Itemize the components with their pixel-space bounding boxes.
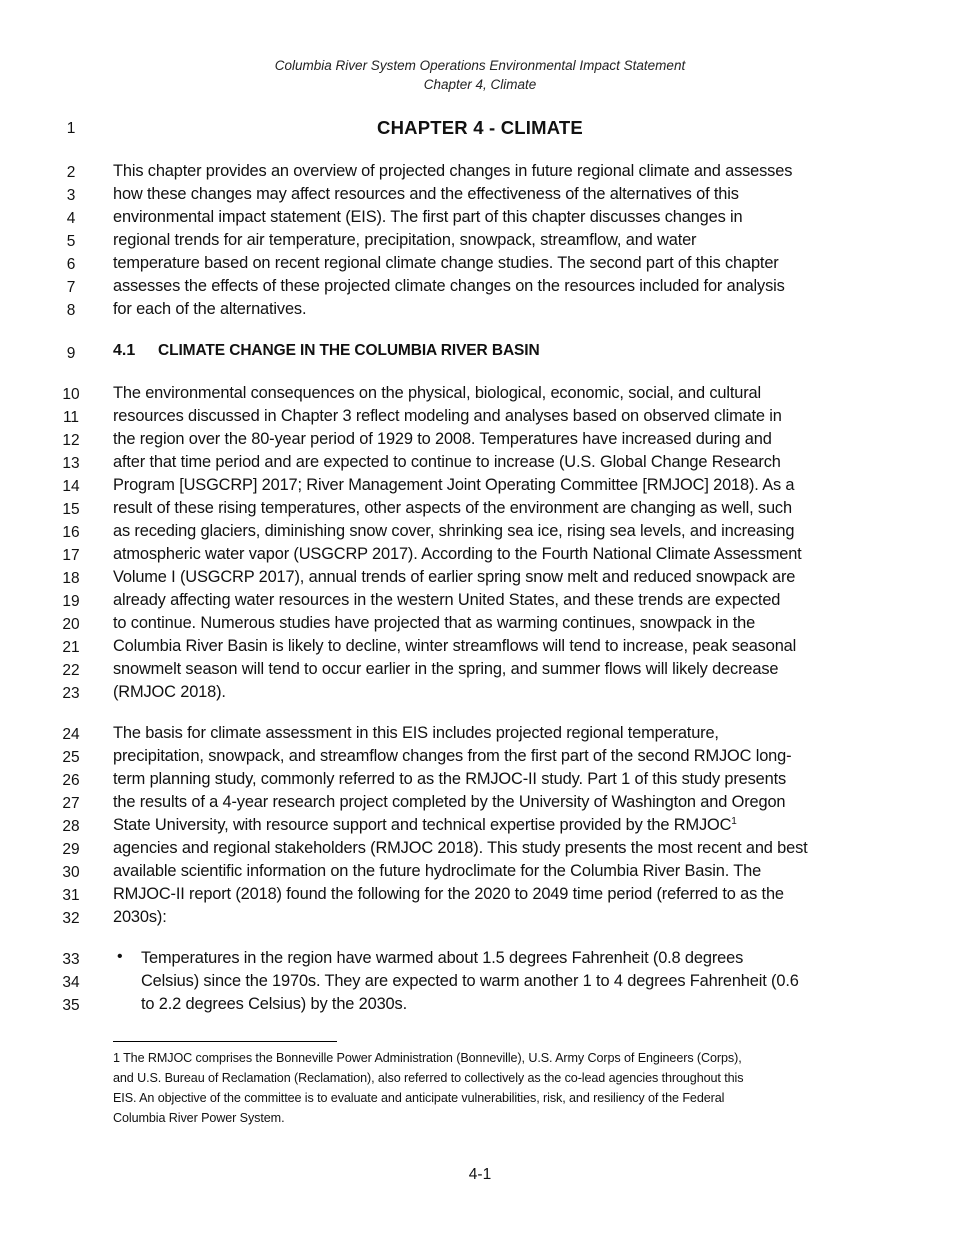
line-number: 20 [62, 616, 80, 633]
text-line: to continue. Numerous studies have projected that as warming continues, snowpack in the [113, 614, 756, 632]
line-number: 6 [66, 256, 76, 273]
text-line: The environmental consequences on the physical, biological, economic, social, and cultural [113, 384, 761, 402]
text-line: snowmelt season will tend to occur earlier in the spring, and summer flows will likely decrease [113, 660, 779, 678]
text-line: available scientific information on the future hydroclimate for the Columbia River Basin. The [113, 862, 762, 880]
page-number: 4-1 [468, 1166, 492, 1183]
text-line: already affecting water resources in the western United States, and these trends are expected [113, 591, 781, 609]
bullet-point: • [117, 948, 123, 965]
text-line: RMJOC-II report (2018) found the following for the 2020 to 2049 time period (referred to as the [113, 885, 784, 903]
line-number: 32 [62, 910, 80, 927]
line-number: 21 [62, 639, 80, 656]
text-line: 2030s): [113, 908, 167, 926]
text-line: State University, with resource support and technical expertise provided by the RMJOC$^1$ [113, 816, 737, 834]
line-number: 24 [62, 726, 80, 743]
line-number: 4 [66, 210, 76, 227]
line-number: 2 [66, 164, 76, 181]
line-number: 7 [66, 279, 76, 296]
footnote-line: and U.S. Bureau of Reclamation (Reclamation), also referred to collectively as the co-lead agencies throughout this [113, 1071, 744, 1085]
text-line: This chapter provides an overview of projected changes in future regional climate and assesses [113, 162, 793, 180]
footnote-line: 1 The RMJOC comprises the Bonneville Power Administration (Bonneville), U.S. Army Corps of Engineers (Corps), [113, 1051, 742, 1065]
line-number: 31 [62, 887, 80, 904]
text-line: for each of the alternatives. [113, 300, 307, 318]
text-line: to 2.2 degrees Celsius) by the 2030s. [141, 995, 407, 1013]
footnote-line: EIS. An objective of the committee is to evaluate and anticipate vulnerabilities, risk, and resiliency of the Federal [113, 1091, 725, 1105]
line-number: 35 [62, 997, 80, 1014]
line-number: 8 [66, 302, 76, 319]
text-line: after that time period and are expected to continue to increase (U.S. Global Change Research [113, 453, 781, 471]
text-line: precipitation, snowpack, and streamflow changes from the first part of the second RMJOC long- [113, 747, 792, 765]
text-line: Volume I (USGCRP 2017), annual trends of earlier spring snow melt and reduced snowpack are [113, 568, 796, 586]
line-number: 9 [66, 345, 76, 362]
footnote-separator [113, 1041, 337, 1042]
line-number: 23 [62, 685, 80, 702]
line-number: 10 [62, 386, 80, 403]
text-line: Temperatures in the region have warmed about 1.5 degrees Fahrenheit (0.8 degrees [141, 949, 744, 967]
line-number: 5 [66, 233, 76, 250]
line-number: 26 [62, 772, 80, 789]
text-line: agencies and regional stakeholders (RMJOC 2018). This study presents the most recent and best [113, 839, 808, 857]
text-line: Columbia River Basin is likely to decline, winter streamflows will tend to increase, peak seasonal [113, 637, 797, 655]
text-line: temperature based on recent regional climate change studies. The second part of this chapter [113, 254, 779, 272]
text-line: atmospheric water vapor (USGCRP 2017). According to the Fourth National Climate Assessment [113, 545, 802, 563]
line-number: 30 [62, 864, 80, 881]
footnote-line: Columbia River Power System. [113, 1111, 285, 1125]
text-line: the region over the 80-year period of 1929 to 2008. Temperatures have increased during and [113, 430, 772, 448]
text-line: how these changes may affect resources and the effectiveness of the alternatives of this [113, 185, 739, 203]
text-line: result of these rising temperatures, other aspects of the environment are changing as well, such [113, 499, 792, 517]
line-number: 27 [62, 795, 80, 812]
line-number: 12 [62, 432, 80, 449]
text-line: term planning study, commonly referred to as the RMJOC-II study. Part 1 of this study presents [113, 770, 787, 788]
line-number: 25 [62, 749, 80, 766]
chapter-title: CHAPTER 4 - CLIMATE [377, 117, 583, 138]
line-number: 11 [62, 409, 80, 426]
text-line: (RMJOC 2018). [113, 683, 226, 701]
footnote-reference[interactable]: 1 [731, 816, 737, 827]
text-line: The basis for climate assessment in this EIS includes projected regional temperature, [113, 724, 719, 742]
line-number: 34 [62, 974, 80, 991]
running-header-chapter: Chapter 4, Climate [423, 77, 537, 92]
line-number: 22 [62, 662, 80, 679]
line-number: 33 [62, 951, 80, 968]
line-number: 1 [66, 120, 76, 137]
line-number: 18 [62, 570, 80, 587]
text-line: regional trends for air temperature, precipitation, snowpack, streamflow, and water [113, 231, 697, 249]
text-line: the results of a 4-year research project completed by the University of Washington and Oregon [113, 793, 786, 811]
line-number: 17 [62, 547, 80, 564]
line-number: 19 [62, 593, 80, 610]
text-line: Program [USGCRP] 2017; River Management Joint Operating Committee [RMJOC] 2018). As a [113, 476, 795, 494]
text-line: resources discussed in Chapter 3 reflect modeling and analyses based on observed climate in [113, 407, 782, 425]
section-number: 4.1 [113, 342, 136, 359]
line-number: 29 [62, 841, 80, 858]
line-number: 16 [62, 524, 80, 541]
line-number: 13 [62, 455, 80, 472]
line-number: 15 [62, 501, 80, 518]
line-number: 28 [62, 818, 80, 835]
text-line: assesses the effects of these projected climate changes on the resources included for analysis [113, 277, 785, 295]
text-line: Celsius) since the 1970s. They are expected to warm another 1 to 4 degrees Fahrenheit (0.6 [141, 972, 799, 990]
section-heading: CLIMATE CHANGE IN THE COLUMBIA RIVER BASIN [158, 342, 540, 359]
line-number: 3 [66, 187, 76, 204]
running-header-title: Columbia River System Operations Environmental Impact Statement [274, 58, 686, 73]
line-number: 14 [62, 478, 80, 495]
text-line: as receding glaciers, diminishing snow cover, shrinking sea ice, rising sea levels, and increasing [113, 522, 795, 540]
text-line: environmental impact statement (EIS). The first part of this chapter discusses changes in [113, 208, 743, 226]
